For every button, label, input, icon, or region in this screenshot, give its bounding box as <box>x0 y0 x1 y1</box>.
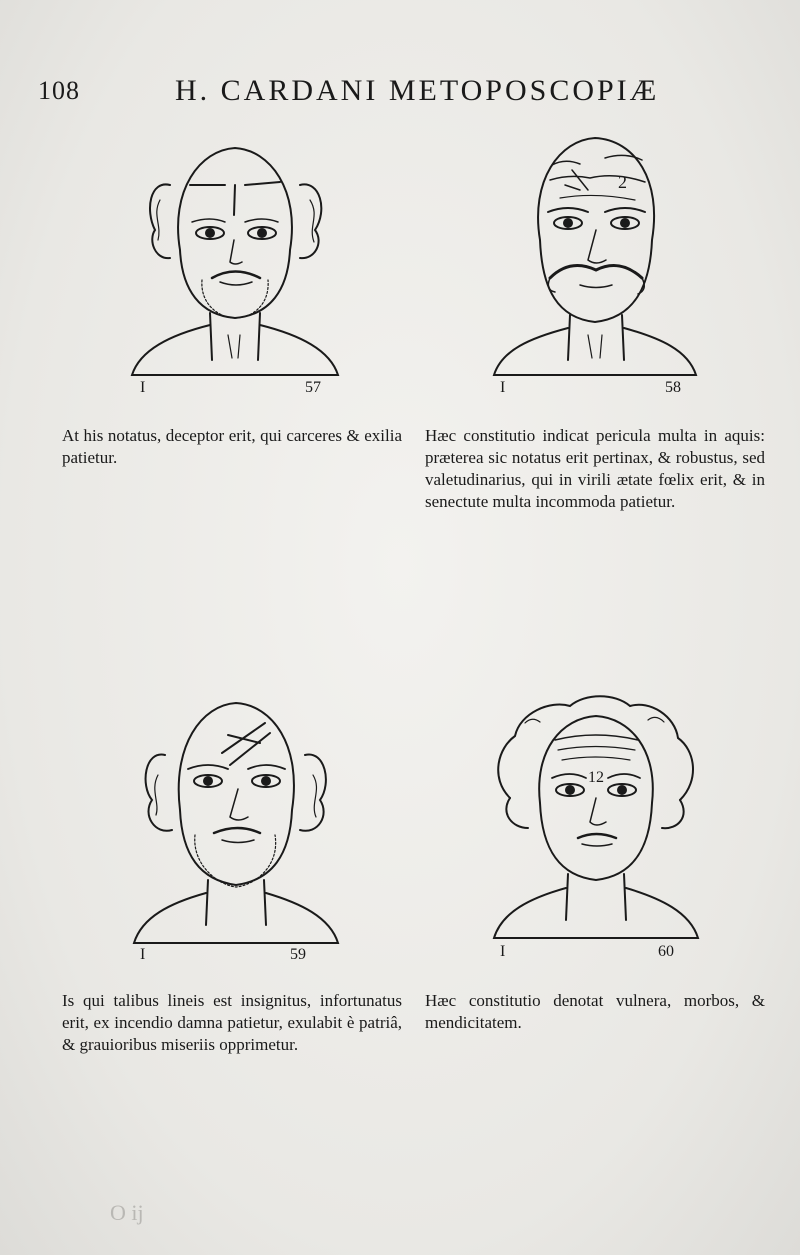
face-figure-160 <box>470 688 720 958</box>
face-figure-158 <box>470 130 720 400</box>
plate-left-mark: I <box>140 379 146 396</box>
plate-number: 57 <box>305 379 321 396</box>
signature-mark: O ij <box>110 1200 144 1225</box>
face-figure-157 <box>110 130 360 400</box>
forehead-label: 12 <box>588 769 604 786</box>
plate-left-mark: I <box>500 943 506 958</box>
caption-159: Is qui talibus lineis est insignitus, infortunatus erit, ex incendio damna patietur, exulabit è patriâ, & grauioribus miseriis opprimetur. <box>62 991 402 1054</box>
plate-left-mark: I <box>140 946 146 963</box>
plate-number: 59 <box>290 946 306 963</box>
caption-157: At his notatus, deceptor erit, qui carceres & exilia patietur. <box>62 426 402 467</box>
plate-number: 60 <box>658 943 674 958</box>
plate-left-mark: I <box>500 379 506 396</box>
running-title: H. CARDANI METOPOSCOPIÆ <box>175 74 660 107</box>
page-header <box>30 72 770 112</box>
plate-number: 58 <box>665 379 681 396</box>
caption-158: Hæc constitutio indicat pericula multa in aquis: præterea sic notatus erit pertinax, & robustus, sed valetudinarius, qui in virili ætate fœlix erit, & in senectute multa incommoda patietur. <box>425 426 765 511</box>
caption-160: Hæc constitutio denotat vulnera, morbos, & mendicitatem. <box>425 991 765 1032</box>
face-figure-159 <box>110 695 360 965</box>
page-number: 108 <box>38 76 80 105</box>
forehead-label: 2 <box>618 172 627 192</box>
